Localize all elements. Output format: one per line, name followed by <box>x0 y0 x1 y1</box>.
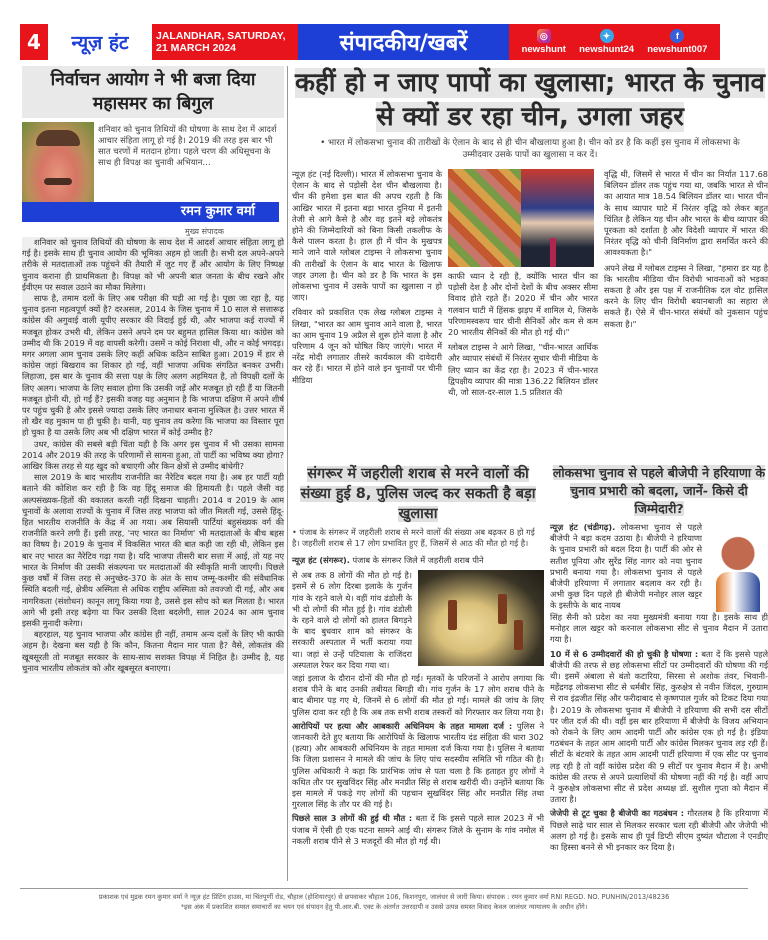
social-twitter[interactable] <box>579 29 634 55</box>
editorial-paragraph: साल 2019 के बाद भारतीय राजनीति का नैरेटिव बदल गया है। अब हर पार्टी यही बताने की कोशिश कर रही है कि वह हिंदू समाज की हिमायती है। पहले जैसी वह अल्पसंख्यक-हितों की वकालत करती नहीं दिखना चाहती। 2014 व 2019 के आम चुनावों के अलावा राज्यों के चुनाव में जिस तरह भाजपा को जीत मिलती गई, उससे हिंदू-हित भारतीय राजनीति के केंद्र में आ गया। अब सियासी पार्टियां बहुसंख्यक वर्ग की राजनीति करने लगी हैं। इसी तरह, 'नए भारत का निर्माण' भी मतदाताओं के बीच बहस का विषय है। 2019 के चुनाव में विकसित भारत की बात कही जा रही थी, लेकिन इस बार नए भारत का नैरेटिव गढ़ा गया है। यदि भाजपा तीसरी बार सत्ता में आई, तो यह नए भारत के निर्माण की उसकी संकल्पना पर मतदाताओं की स्वीकृति मानी जाएगी। पिछले कुछ वर्षों में जिस तरह से अनुच्छेद-370 के अंत के साथ जम्मू-कश्मीर की संवैधानिक स्थिति बदली गई, क्षेत्रीय अस्मिता से अधिक राष्ट्रीय अस्मिता को तवज्जो दी गई, और अब नागरिकता (संशोधन) कानून लागू किया गया है, उससे इस सोच को बल मिलता है। भारत आगे भी इसी तरह बढ़ेगा या फिर उसकी दिशा बदलेगी, साल 2024 का आम चुनाव इसकी मुनादी करेगा। <box>22 472 284 628</box>
sangrur-headline[interactable] <box>292 464 544 524</box>
social-facebook[interactable] <box>647 29 707 55</box>
masthead <box>20 24 768 60</box>
sangrur-subhead-2: पिछले साल 3 लोगों की हुई थी मौत : <box>292 813 413 824</box>
sangrur-para4 <box>292 813 544 847</box>
facebook-handle: newshunt007 <box>647 44 708 55</box>
china-body-3b: अपने लेख में ग्लोबल टाइम्स ने लिखा, "हमारा डर यह है कि भारतीय मीडिया चीन विरोधी भावनाओं को भड़का सकता है और इस पक्ष में राजनीतिक दल वोट हासिल करने के लिए चीन विरोधी बयानबाजी का सहारा ले सकते हैं। ऐसे में चीन-भारत संबंधों को नुकसान पहुंच सकता है।" <box>604 262 768 329</box>
sangrur-standfirst: • पंजाब के संगरूर में जहरीली शराब से मरने वालों की संख्या अब बढ़कर 8 हो गई है। जहरीली शराब से 17 लोग प्रभावित हुए हैं, जिसमें से आठ की मौत हो गई है। <box>292 527 535 548</box>
liquor-bottles-photo <box>418 570 544 666</box>
haryana-after-wrap: सिंह सैनी को प्रदेश का नया मुख्यमंत्री बनाया गया है। इसके साथ ही मनोहर लाल खट्टर को करनाल लोकसभा सीट से चुनाव मैदान में उतारा गया है। <box>550 612 768 645</box>
haryana-headline[interactable] <box>550 464 768 518</box>
lower-stories <box>292 464 768 853</box>
china-body-3: वृद्धि थी, जिसमें से भारत में चीन का निर्यात 117.68 बिलियन डॉलर तक पहुंच गया था, जबकि भारत से चीन का आयात मात्र 18.54 बिलियन डॉलर था। भारत चीन के साथ व्यापार घाटे में निरंतर वृद्धि को लेकर बहुत चिंतित है लेकिन यह चीन और भारत के बीच व्यापार की पूरकता को दर्शाता है और विदेशी व्यापार में भारत की निरंतर वृद्धि को चीनी विनिर्माण द्वारा समर्थित करने की आवश्यकता है।" <box>604 169 768 258</box>
social-instagram[interactable] <box>522 29 566 55</box>
dateline-date: 21 MARCH 2024 <box>156 42 236 54</box>
china-col-3 <box>604 169 768 398</box>
china-body-2: काफी ध्यान दे रही है, क्योंकि भारत चीन का पड़ोसी देश है और दोनों देशों के बीच अक्सर सीमा विवाद होते रहते हैं। 2020 में चीन और भारत गलवान घाटी में हिंसक झड़प में शामिल थे, जिसके परिणामस्वरूप चार चीनी सैनिकों और कम से कम 20 भारतीय सैनिकों की मौत हो गई थी।" <box>448 271 598 338</box>
bottle-shape <box>448 600 457 630</box>
haryana-article <box>550 464 768 853</box>
politician-photo <box>708 522 768 612</box>
instagram-handle: newshunt <box>521 44 566 55</box>
haryana-para2 <box>550 649 768 806</box>
page-number: 4 <box>20 24 48 60</box>
editorial-article <box>22 66 284 886</box>
editorial-paragraph: साफ है, तमाम दलों के लिए अब परीक्षा की घड़ी आ गई है। पूछा जा रहा है, यह चुनाव इतना महत्वपूर्ण क्यों है? दरअसल, 2014 के जिस चुनाव में 10 साल से सत्तारूढ़ कांग्रेस की अगुवाई वाली यूपीए सरकार की विदाई हुई थी, और भाजपा कई राज्यों में मजबूत होकर उभरी थी, लेकिन उसने अपने दम पर बहुमत हासिल किया था। कांग्रेस को उम्मीद थी कि 2019 में वह वापसी करेगी। उसमें न कोई निराशा थी, और न कोई भगदड़। मगर अगला आम चुनाव उसके लिए कहीं अधिक कठिन साबित हुआ। 2019 में हार से कांग्रेस जहां बिखराव का शिकार हो गई, वहीं भाजपा अधिक संगठित बनकर उभरी। लिहाजा, इस बार के चुनाव की सत्ता पक्ष के लिए अलग अहमियत है, तो विपक्षी दलों के लिए अलग। भाजपा के लिए सवाल होगा कि उसकी जड़ें और मजबूत हो रही हैं या जितनी मजबूत होनी थी, हो गईं हैं? इसकी वजह यह अनुमान है कि भाजपा दक्षिण में अपने शीर्ष पर पहुंच चुकी है और इससे ज्यादा उसके लिए जनाधार बनाना मुश्किल है। उत्तर भारत में तो खैर वह मुकाम पा ही चुकी है। यानी, यह चुनाव तय करेगा कि भाजपा का विस्तार पूरा हो चुका है या उसके लिए अब भी दक्षिण भारत में कोई उम्मीद है? <box>22 293 284 438</box>
china-col-1 <box>292 169 442 398</box>
china-article <box>292 66 768 398</box>
china-standfirst: • भारत में लोकसभा चुनाव की तारीखों के ऐलान के बाद से ही चीन बौखलाया हुआ है। चीन को डर है कि कहीं इस चुनाव में लोकसभा के उम्मीदवार उसके पापों का खुलासा न कर दें। <box>320 138 740 160</box>
facebook-icon: f <box>670 29 684 43</box>
china-headline-text: कहीं हो न जाए पापों का खुलासा; भारत के चुनाव से क्यों डर रहा चीन, उगला जहर <box>295 68 765 132</box>
editorial-paragraph: बहरहाल, यह चुनाव भाजपा और कांग्रेस ही नहीं, तमाम अन्य दलों के लिए भी काफी अहम है। देखना बस यही है कि कौन, कितना मैदान मार पाता है? वैसे, लोकतंत्र की खूबसूरती तो मजबूत सरकार के साथ-साथ सशक्त विपक्ष में निहित है। उम्मीद है, यह चुनाव भारतीय लोकतंत्र को और खूबसूरत बनाएगा। <box>22 629 284 673</box>
haryana-wrap <box>550 522 768 612</box>
haryana-para3 <box>550 808 768 853</box>
imprint-line-2: *इस अंक में प्रकाशित समस्त समाचारों का चयन एवं संपादन हेतु पी.आर.बी. एक्ट के अंतर्गत उत्तरदायी व उससे उत्पन्न समस्त विवाद केवल जालंधर न्यायालय के अधीन होंगे। <box>180 903 588 911</box>
editorial-body <box>22 237 284 674</box>
china-columns <box>292 169 768 398</box>
haryana-subhead-1: 10 में से 6 उम्मीदवारों की हो चुकी है घोषणा : <box>550 648 699 659</box>
instagram-icon: ◎ <box>537 29 551 43</box>
sangrur-lead-text: पंजाब के संगरूर जिले में जहरीली शराब पीने <box>349 555 484 565</box>
haryana-lead <box>550 522 702 612</box>
sangrur-headline-text: संगरूर में जहरीली शराब से मरने वालों की संख्या हुई 8, पुलिस जल्द कर सकती है बड़ा खुलासा <box>300 466 536 522</box>
section-title: संपादकीय/खबरें <box>298 24 509 60</box>
sangrur-wrap <box>292 570 544 671</box>
column-divider <box>287 66 288 881</box>
sangrur-para2: जहां इलाज के दौरान दोनों की मौत हो गई। मृतकों के परिजनों ने आरोप लगाया कि शराब पीने के बाद उनकी तबीयत बिगड़ी थी। गांव गुर्जन के 17 लोग शराब पीने के बाद बीमार पड़ गए थे, जिनमें से 6 लोगों की मौत हो गई। मामले की जांच के लिए पुलिस दावा कर रही है कि अब तक सभी शराब तस्करों को गिरफ्तार कर लिया गया है। <box>292 673 544 717</box>
china-col-2 <box>448 169 598 398</box>
author-name: रमन कुमार वर्मा <box>22 202 279 222</box>
haryana-headline-text: लोकसभा चुनाव से पहले बीजेपी ने हरियाणा के चुनाव प्रभारी को बदला, जानें- किसे दी जिम्मेदारी? <box>552 465 766 516</box>
imprint-footer <box>20 888 748 912</box>
sangrur-lead <box>292 555 544 566</box>
sangrur-article <box>292 464 544 853</box>
twitter-icon: ✦ <box>600 29 614 43</box>
main-stories <box>292 66 768 886</box>
bottle-shape <box>498 594 507 624</box>
editorial-paragraph: शनिवार को चुनाव तिथियों की घोषणा के साथ देश में आदर्श आचार संहिता लागू हो गई है। इसके साथ ही चुनाव आयोग की भूमिका अहम हो जाती है। सभी दल अपने-अपने तरीके से मतदाताओं तक पहुंचने की तैयारी में जुट गए हैं और आयोग के लिए निष्पक्ष चुनाव कराना ही प्राथमिकता है। विपक्ष को भी अपनी बात जनता के बीच रखने और ईवीएम पर सवाल उठाने का मौका मिलेगा। <box>22 237 284 292</box>
china-photo-leader <box>521 169 594 267</box>
bottle-shape <box>514 620 523 650</box>
sangrur-para3 <box>292 721 544 811</box>
editorial-teaser: शनिवार को चुनाव तिथियों की घोषणा के साथ देश में आदर्श आचार संहिता लागू हो गई है। 2019 की तरह इस बार भी सात चरणों में मतदान होगा। पहले चरण की अधिसूचना के साथ ही विपक्ष का चुनावी अभियान… <box>98 124 277 167</box>
sangrur-para4-text: बता दें कि इससे पहले साल 2023 में भी पंजाब में ऐसी ही एक घटना सामने आई थी। संगरूर जिले के सुनाम के गांव नमोल में नकली शराब पीने से 3 मजदूरों की मौत हो गई थी। <box>292 813 544 846</box>
sangrur-wrap-text: से अब तक 8 लोगों की मौत हो गई है। इसमें से 6 लोग दिरबा इलाके के गुर्जन गांव के रहने वाले थे। वहीं गांव ढंडोली के भी दो लोगों की मौत हुई है। गांव ढंडोली के रहने वाले दो लोगों को हालत बिगड़ने के बाद बुधवार शाम को संगरूर के सरकारी अस्पताल में भर्ती कराया गया था। जहां से उन्हें पटियाला के राजिंदरा अस्पताल रेफर कर दिया गया था। <box>292 570 412 670</box>
china-body-1b: रविवार को प्रकाशित एक लेख ग्लोबल टाइम्स ने लिखा, "भारत का आम चुनाव आने वाला है, भारत का आम चुनाव 19 अप्रैल से शुरू होने वाला है और परिणाम 4 जून को घोषित किए जाएंगे। भारत में नरेंद्र मोदी लगातार तीसरे कार्यकाल की दावेदारी कर रहे हैं। भारत में होने वाले इन चुनावों पर चीनी मीडिया <box>292 307 442 385</box>
china-photo <box>448 169 594 267</box>
twitter-handle: newshunt24 <box>579 44 635 55</box>
author-photo-mustache <box>44 178 72 185</box>
haryana-subhead-2: जेजेपी से टूट चुका है बीजेपी का गठबंधन : <box>550 808 685 819</box>
author-role: मुख्य संपादक <box>184 227 224 236</box>
author-photo-hair <box>36 130 80 146</box>
china-headline[interactable] <box>292 66 768 134</box>
social-links <box>509 24 720 60</box>
haryana-dateline: न्यूज़ हंट (चंडीगढ़). <box>550 522 616 532</box>
imprint-publisher: प्रकाशक एवं मुद्रक रमन कुमार वर्मा ने न्यूज़ हंट प्रिंटिंग हाउस, मां चिंतपूर्णी रोड, चौहाल (होशियारपुर) से छपवाकर चौहाल 106, किशनपुरा, जालंधर से जारी किया। संपादक : रमन कुमार वर्मा <box>98 893 549 901</box>
haryana-lead-text: लोकसभा चुनाव से पहले बीजेपी ने बड़ा कदम उठाया है। बीजेपी ने हरियाणा के चुनाव प्रभारी को बदल दिया है। पार्टी की ओर से सतीश पूनिया और सुरेंद्र सिंह नागर को नया चुनाव प्रभारी बनाया गया है। लोकसभा चुनाव से पहले बीजेपी हरियाणा में लगातार बदलाव कर रही है। अभी कुछ दिन पहले ही बीजेपी मनोहर लाल खट्टर के इस्तीफे के बाद नायब <box>550 522 702 611</box>
sangrur-para3-text: पुलिस ने जानकारी देते हुए बताया कि आरोपियों के खिलाफ भारतीय दंड संहिता की धारा 302 (हत्या) और आबकारी अधिनियम के तहत मामला दर्ज किया गया है। पुलिस ने बताया कि जिला प्रशासन ने मामले की जांच के लिए पांच सदस्यीय समिति भी गठित की है। पुलिस अधिकारी ने कहा कि प्रारंभिक जांच से पता चला है कि हताहत हुए लोगों ने कथित तौर पर सुखविंदर सिंह और मनप्रीत सिंह से शराब खरीदी थी। उन्होंने बताया कि इस मामले में पकड़े गए लोगों की पहचान सुखविंदर सिंह और मनप्रीत सिंह तथा गुरलाल सिंह के तौर पर की गई है। <box>292 720 544 810</box>
author-block <box>22 122 284 220</box>
editorial-headline[interactable]: निर्वाचन आयोग ने भी बजा दिया महासमर का बिगुल <box>22 66 284 118</box>
dateline <box>152 24 298 60</box>
imprint-line-1 <box>20 892 748 902</box>
china-body-1: न्यूज़ हंट (नई दिल्ली)। भारत में लोकसभा चुनाव के ऐलान के बाद से पड़ोसी देश चीन बौखलाया है। चीन की हमेशा इस बात की अपच रहती है कि आखिर भारत में इतना बड़ा भारत दुनिया में इतनी तेजी से आगे कैसे है और वह इतने बड़े लोकतंत्र होने की जिम्मेदारियों को बिना किसी तकलीफ के कैसे पालन करता है। हाल ही में चीन के मुखपत्र माने जाने वाले ग्लोबल टाइम्स ने लोकसभा चुनाव की तारीखों के ऐलान के बाद भारत के खिलाफ जहर उगला है। चीन को डर है कि भारत के इस लोकसभा चुनाव में उसके पापों का खुलासा न हो जाए। <box>292 169 442 303</box>
china-photo-crowd <box>448 169 521 267</box>
haryana-para2-text: बता दें कि इससे पहले बीजेपी की तरफ से छह लोकसभा सीटों पर उम्मीदवारों की घोषणा की गई थी। इसमें अंबाला से बंतो कटारिया, सिरसा से अशोक तंवर, भिवानी-महेंद्रगढ़ लोकसभा सीट से धर्मबीर सिंह, कुरुक्षेत्र से नवीन जिंदल, गुरुग्राम से राव इंद्रजीत सिंह और फरीदाबाद से कृष्णपाल गुर्जर को टिकट दिया गया है। 2019 के लोकसभा चुनाव में बीजेपी ने हरियाणा की सभी दस सीटों पर जीत दर्ज की थी। वहीं इस बार हरियाणा में बीजेपी के विजय अभियान को रोकने के लिए आम आदमी पार्टी और कांग्रेस एक हो गई है। इंडिया गठबंधन के तहत आम आदमी पार्टी और कांग्रेस मिलकर चुनाव लड़ रही हैं। सीटों के बंटवारे के तहत आम आदमी पार्टी हरियाणा में एक सीट पर चुनाव लड़ रही है तो वहीं कांग्रेस प्रदेश की 9 सीटों पर चुनाव मैदान में है। अभी कांग्रेस की तरफ से अपने प्रत्याशियों की घोषणा नहीं की गई है। वहीं आप ने कुरुक्षेत्र लोकसभा सीट से प्रदेश अध्यक्ष डॉ. सुशील गुप्ता को मैदान में उतारा है। <box>550 648 768 805</box>
dateline-city-day: JALANDHAR, SATURDAY, <box>156 30 286 42</box>
brand-logo[interactable]: न्यूज़ हंट <box>71 32 129 54</box>
imprint-registration: RNI REGD. NO. PUNHIN/2013/48236 <box>550 893 670 901</box>
editorial-paragraph: उधर, कांग्रेस की सबसे बड़ी चिंता यही है कि अगर इस चुनाव में भी उसका सामना 2014 और 2019 की तरह के परिणामों से सामना हुआ, तो पार्टी का भविष्य क्या होगा? आखिर किस तरह से यह खुद को बचाएगी और किन क्षेत्रों से उम्मीद बांधेगी? <box>22 438 284 472</box>
china-body-2b: ग्लोबल टाइम्स ने आगे लिखा, "चीन-भारत आर्थिक और व्यापार संबंधों में निरंतर सुधार चीनी मीडिया के लिए ध्यान का केंद्र रहा है। 2023 में चीन-भारत द्विपक्षीय व्यापार की मात्रा 136.22 बिलियन डॉलर थी, जो साल-दर-साल 1.5 प्रतिशत की <box>448 342 598 398</box>
sangrur-subhead-1: आरोपियों पर हत्या और आबकारी अधिनियम के तहत मामला दर्ज : <box>292 720 513 731</box>
sangrur-dateline: न्यूज़ हंट (संगरूर). <box>292 555 350 565</box>
haryana-para3-text: गौरतलब है कि हरियाणा में पिछले साढ़े चार साल से मिलकर सरकार चला रही बीजेपी और जेजेपी भी अलग हो गई है। इसके साथ ही पूर्व डिप्टी सीएम दुष्यंत चौटाला ने एनडीए का हिस्सा बनने से भी इनकार कर दिया है। <box>550 808 768 853</box>
